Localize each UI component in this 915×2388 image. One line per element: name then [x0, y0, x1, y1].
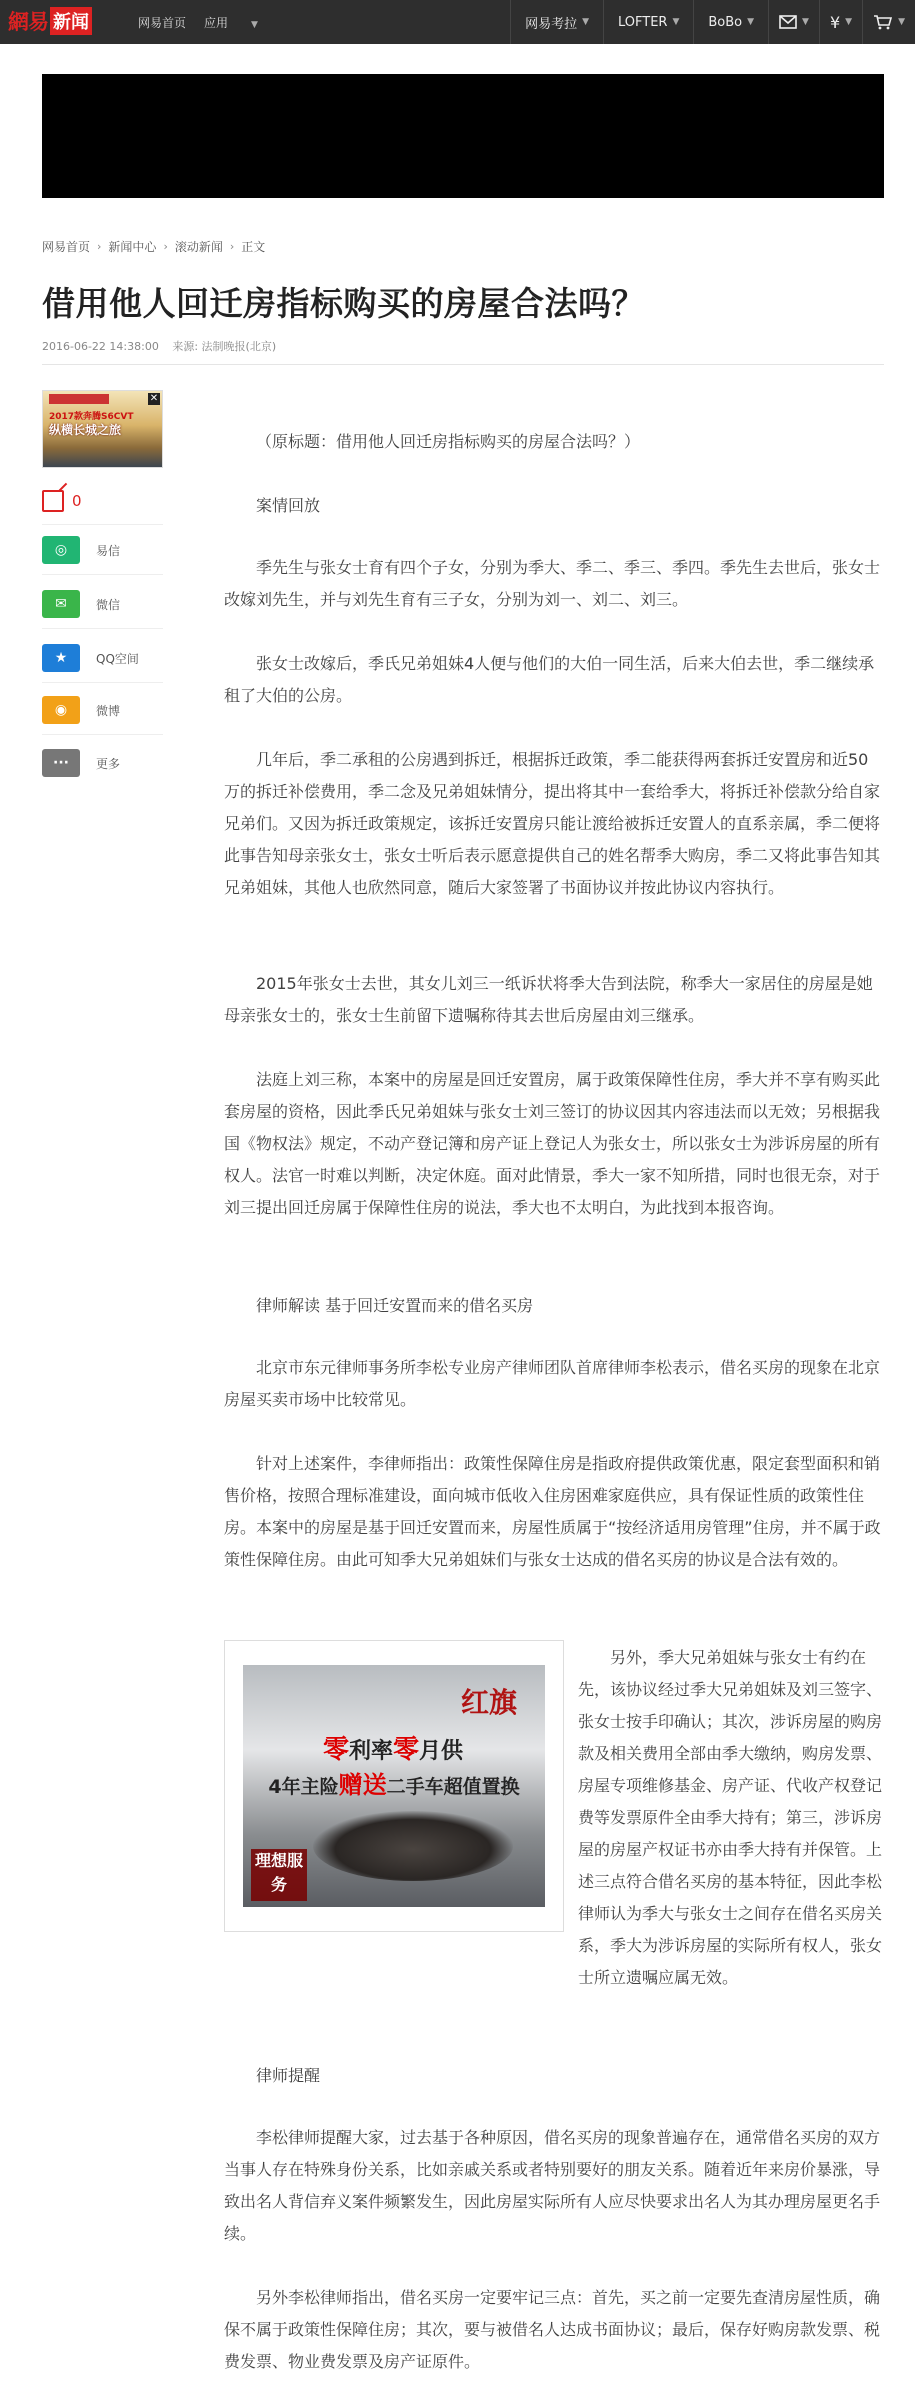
- article-paragraph: 北京市东元律师事务所李松专业房产律师团队首席律师李松表示，借名买房的现象在北京房屋买卖市场中比较常见。: [224, 1358, 881, 1409]
- side-divider: [42, 574, 163, 575]
- share-label: 微博: [96, 703, 121, 718]
- breadcrumb-home[interactable]: 网易首页: [42, 240, 91, 254]
- nav-apps-label: 应用: [204, 15, 229, 30]
- more-dots-icon: ···: [42, 749, 80, 777]
- comment-count: 0: [72, 492, 82, 510]
- article-paragraph: 几年后，季二承租的公房遇到拆迁，根据拆迁政策，季二能获得两套拆迁安置房和近50万的拆迁补偿费用，季二念及兄弟姐妹情分，提出将其中一套给季大，将拆迁补偿款分给自家兄弟们。又因为拆迁政策规定，该拆迁安置房只能让渡给被拆迁安置人的直系亲属，季二便将此事告知母亲张女士，张女士听后表示愿意提供自己的姓名帮季大购房，季二又将此事告知其兄弟姐妹，其他人也欣然同意，随后大家签署了书面协议并按此协议内容执行。: [224, 750, 881, 897]
- chevron-down-icon: ▼: [845, 17, 853, 27]
- ad-zero-1: 零: [323, 1735, 350, 1765]
- article-datetime: 2016-06-22 14:38:00: [42, 340, 159, 353]
- article-paragraph: 法庭上刘三称，本案中的房屋是回迁安置房，属于政策保障性住房，季大并不享有购买此套房屋的资格，因此季氏兄弟姐妹与张女士刘三签订的协议因其内容违法而以无效；另根据我国《物权法》规定，不动产登记簿和房产证上登记人为张女士，所以张女士为涉诉房屋的所有权人。法官一时难以判断，决定休庭。面对此情景，季大一家不知所措，同时也很无奈，对于刘三提出回迁房属于保障性住房的说法，季大也不太明白，为此找到本报咨询。: [224, 1070, 881, 1217]
- chevron-right-icon: ›: [229, 240, 235, 253]
- ad-brand: 红旗: [460, 1686, 517, 1719]
- chevron-down-icon: ▼: [898, 17, 905, 27]
- ad-brand-logo: [49, 394, 109, 404]
- side-divider: [42, 524, 163, 525]
- nav-lofter[interactable]: [603, 0, 693, 44]
- payment-menu[interactable]: [819, 0, 862, 44]
- nav-apps[interactable]: [204, 14, 276, 31]
- chevron-down-icon: ▼: [672, 17, 680, 27]
- ad-tradein: 二手车超值置换: [386, 1776, 520, 1798]
- cart-icon: [873, 14, 893, 30]
- share-weibo[interactable]: [42, 696, 163, 724]
- ad-insurance: 4年主险: [268, 1776, 339, 1798]
- chevron-down-icon: ▼: [747, 17, 755, 27]
- ad-headline-1: [323, 1729, 463, 1766]
- side-ad-text-2: 纵横长城之旅: [49, 423, 122, 437]
- wrapped-paragraph-text: 另外，季大兄弟姐妹与张女士有约在先，该协议经过季大兄弟姐妹及刘三签字、张女士按手印确认；其次，涉诉房屋的购房款及相关费用全部由季大缴纳，购房发票、房屋专项维修基金、房产证、代收产权登记费等发票原件全由季大持有；第三，涉诉房屋的房屋产权证书亦由季大持有并保管。上述三点符合借名买房的基本特征，因此李松律师认为季大与张女士之间存在借名买房关系，季大为涉诉房屋的实际所有权人，张女士所立遗嘱应属无效。: [578, 1648, 883, 1987]
- car-image: [313, 1811, 513, 1881]
- article-paragraph: 2015年张女士去世，其女儿刘三一纸诉状将季大告到法院，称季大一家居住的房屋是她母亲张女士的，张女士生前留下遗嘱称待其去世后房屋由刘三继承。: [224, 974, 873, 1025]
- article-meta: [42, 338, 286, 354]
- share-label: 更多: [96, 756, 121, 771]
- article-source[interactable]: 来源: 法制晚报(北京): [172, 340, 277, 353]
- ad-rate: 利率: [349, 1739, 394, 1764]
- section-heading: 律师提醒: [256, 2066, 321, 2085]
- wechat-icon: ✉: [42, 590, 80, 618]
- nav-bobo-label: BoBo: [708, 14, 743, 30]
- breadcrumb-current: 正文: [241, 240, 266, 254]
- article-title: 借用他人回迁房指标购买的房屋合法吗？: [42, 284, 645, 323]
- qzone-star-icon: ★: [42, 644, 80, 672]
- weibo-icon: ◉: [42, 696, 80, 724]
- chevron-down-icon: ▼: [802, 17, 809, 27]
- comment-edit-icon: [42, 490, 64, 512]
- chevron-right-icon: ›: [97, 240, 102, 253]
- section-heading: 律师解读 基于回迁安置而来的借名买房: [256, 1296, 534, 1315]
- article-paragraph: 针对上述案件，李律师指出：政策性保障住房是指政府提供政策优惠，限定套型面积和销售价格，按照合理标准建设，面向城市低收入住房困难家庭供应，具有保证性质的政策性住房。本案中的房屋是基于回迁安置而来，房屋性质属于“按经济适用房管理”住房，并不属于政策性保障住房。由此可知季大兄弟姐妹们与张女士达成的借名买房的协议是合法有效的。: [224, 1454, 881, 1569]
- ad-service-badge: 理想服务: [251, 1849, 307, 1901]
- article-original-title: （原标题：借用他人回迁房指标购买的房屋合法吗？）: [256, 432, 641, 451]
- chevron-down-icon: ▼: [582, 17, 589, 27]
- nav-lofter-label: LOFTER: [618, 14, 668, 30]
- side-ad-text-1: 2017款奔腾S6CVT: [49, 412, 134, 422]
- breadcrumb: [42, 238, 265, 255]
- ad-zero-2: 零: [393, 1735, 420, 1765]
- article-paragraph-wrapped: [578, 1642, 884, 1994]
- nav-bobo[interactable]: [693, 0, 768, 44]
- title-divider: [42, 364, 884, 365]
- share-yixin[interactable]: [42, 536, 163, 564]
- breadcrumb-rolling-news[interactable]: 滚动新闻: [174, 240, 223, 254]
- chevron-right-icon: ›: [163, 240, 168, 253]
- side-divider: [42, 682, 163, 683]
- nav-netease-home[interactable]: 网易首页: [138, 15, 187, 30]
- article-paragraph: 张女士改嫁后，季氏兄弟姐妹4人便与他们的大伯一同生活，后来大伯去世，季二继续承租了大伯的公房。: [224, 654, 875, 705]
- yuan-icon: ¥: [829, 12, 841, 32]
- inline-car-ad[interactable]: [224, 1640, 564, 1932]
- top-banner-ad[interactable]: [42, 74, 884, 198]
- ad-gift: 赠送: [338, 1771, 387, 1799]
- nav-kaola-label: 网易考拉: [525, 16, 578, 32]
- cart-menu[interactable]: [862, 0, 915, 44]
- share-wechat[interactable]: [42, 590, 163, 618]
- section-heading: 案情回放: [256, 496, 321, 515]
- mail-menu[interactable]: [768, 0, 819, 44]
- comment-count-button[interactable]: [42, 490, 82, 512]
- article-paragraph: 另外李松律师指出，借名买房一定要牢记三点：首先，买之前一定要先查清房屋性质，确保不属于政策性保障住房；其次，要与被借名人达成书面协议；最后，保存好购房款发票、税费发票、物业费发票及房产证原件。: [224, 2288, 881, 2371]
- nav-kaola[interactable]: [510, 0, 603, 44]
- close-icon[interactable]: ✕: [149, 393, 159, 404]
- article-paragraph: 季先生与张女士育有四个子女，分别为季大、季二、季三、季四。季先生去世后，张女士改嫁刘先生，并与刘先生育有三子女，分别为刘一、刘二、刘三。: [224, 558, 881, 609]
- share-label: 微信: [96, 597, 121, 612]
- share-more[interactable]: [42, 749, 163, 777]
- mail-icon: [779, 15, 797, 29]
- ad-headline-2: [257, 1765, 531, 1800]
- chevron-down-icon: ▼: [251, 19, 258, 30]
- share-qzone[interactable]: [42, 644, 163, 672]
- logo-netease-text: 網易: [8, 9, 48, 34]
- breadcrumb-news-center[interactable]: 新闻中心: [108, 240, 157, 254]
- share-label: 易信: [96, 543, 121, 558]
- ad-monthly: 月供: [419, 1739, 464, 1764]
- article-paragraph: 李松律师提醒大家，过去基于各种原因，借名买房的现象普遍存在，通常借名买房的双方当事人存在特殊身份关系，比如亲戚关系或者特别要好的朋友关系。随着近年来房价暴涨，导致出名人背信弃义案件频繁发生，因此房屋实际所有人应尽快要求出名人为其办理房屋更名手续。: [224, 2128, 881, 2243]
- top-navigation-bar: [0, 0, 915, 44]
- netease-news-logo[interactable]: [8, 6, 92, 36]
- inline-ad-image: [243, 1665, 545, 1907]
- side-divider: [42, 628, 163, 629]
- yixin-icon: ◎: [42, 536, 80, 564]
- side-divider: [42, 734, 163, 735]
- share-label: QQ空间: [96, 651, 139, 666]
- logo-news-text: 新闻: [50, 7, 92, 35]
- side-ad[interactable]: [42, 390, 163, 468]
